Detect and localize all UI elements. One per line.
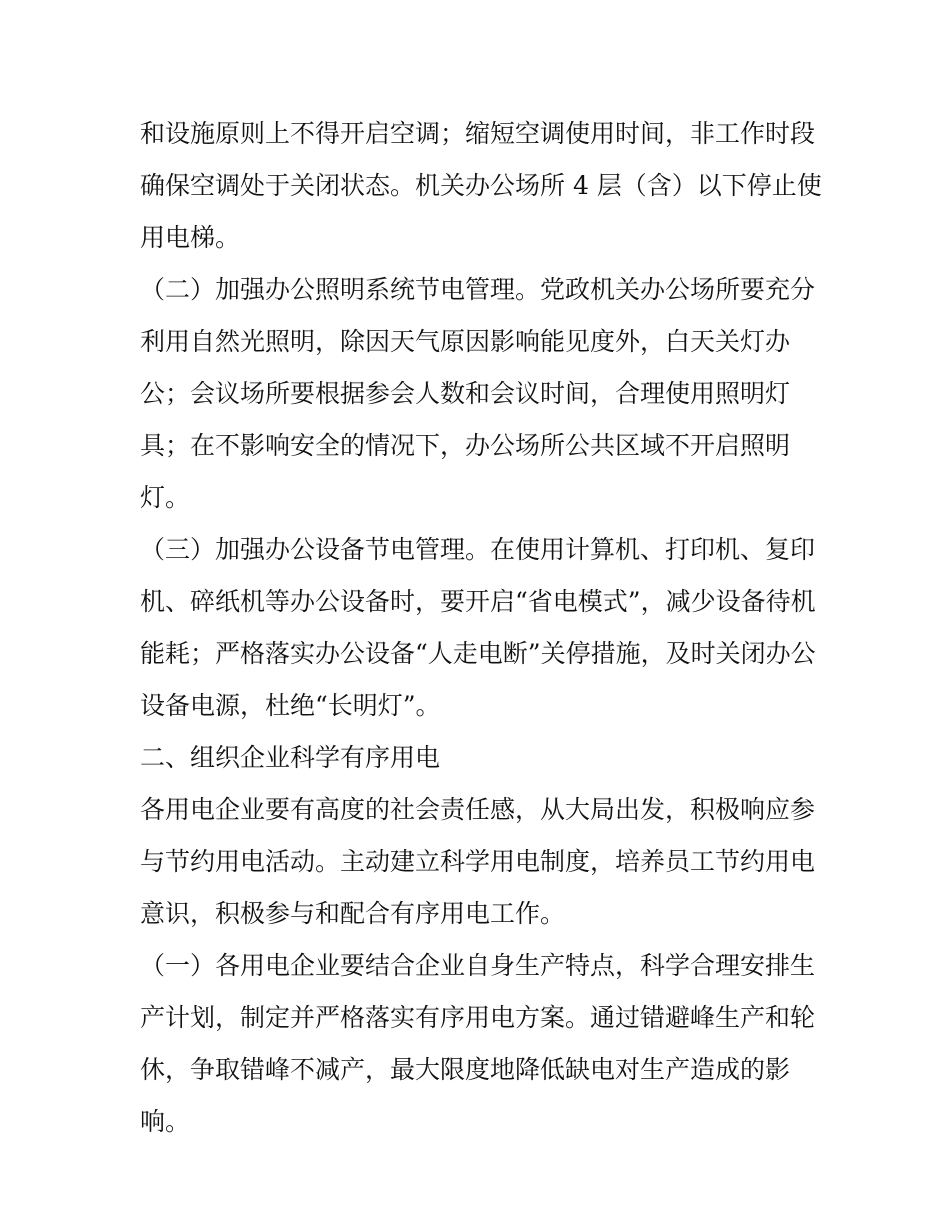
paragraph-enterprise-intro — [140, 784, 830, 940]
text-line: （二）加强办公照明系统节电管理。党政机关办公场所要充分 — [140, 275, 816, 304]
text-line: 与节约用电活动。主动建立科学用电制度，培养员工节约用电 — [140, 847, 816, 876]
text-line: 利用自然光照明，除因天气原因影响能见度外，白天关灯办 — [140, 327, 791, 356]
paragraph-lighting — [140, 264, 830, 524]
paragraph-enterprise-plan — [140, 940, 830, 1148]
text-line: 公；会议场所要根据参会人数和会议时间，合理使用照明灯 — [140, 379, 791, 408]
text-line: （一）各用电企业要结合企业自身生产特点，科学合理安排生 — [140, 951, 816, 980]
section-heading-text: 二、组织企业科学有序用电 — [140, 743, 441, 772]
text-line: 休，争取错峰不减产，最大限度地降低缺电对生产造成的影 — [140, 1055, 791, 1084]
text-line: 和设施原则上不得开启空调；缩短空调使用时间，非工作时段 — [140, 119, 816, 148]
text-line: 用电梯。 — [140, 223, 241, 252]
text-line: 能耗；严格落实办公设备“人走电断”关停措施，及时关闭办公 — [140, 639, 816, 668]
text-line: （三）加强办公设备节电管理。在使用计算机、打印机、复印 — [140, 535, 816, 564]
paragraph-continuation — [140, 108, 830, 264]
text-line: 产计划，制定并严格落实有序用电方案。通过错避峰生产和轮 — [140, 1003, 816, 1032]
text-line: 意识，积极参与和配合有序用电工作。 — [140, 899, 566, 928]
text-line: 具；在不影响安全的情况下，办公场所公共区域不开启照明 — [140, 431, 791, 460]
text-line: 机、碎纸机等办公设备时，要开启“省电模式”，减少设备待机 — [140, 587, 816, 616]
text-line: 设备电源，杜绝“长明灯”。 — [140, 691, 441, 720]
text-line: 确保空调处于关闭状态。机关办公场所 4 层（含）以下停止使 — [140, 171, 822, 200]
paragraph-office-equipment — [140, 524, 830, 732]
section-heading — [140, 732, 830, 784]
text-line: 响。 — [140, 1107, 191, 1136]
text-line: 各用电企业要有高度的社会责任感，从大局出发，积极响应参 — [140, 795, 816, 824]
document-body — [140, 108, 830, 1148]
text-line: 灯。 — [140, 483, 191, 512]
